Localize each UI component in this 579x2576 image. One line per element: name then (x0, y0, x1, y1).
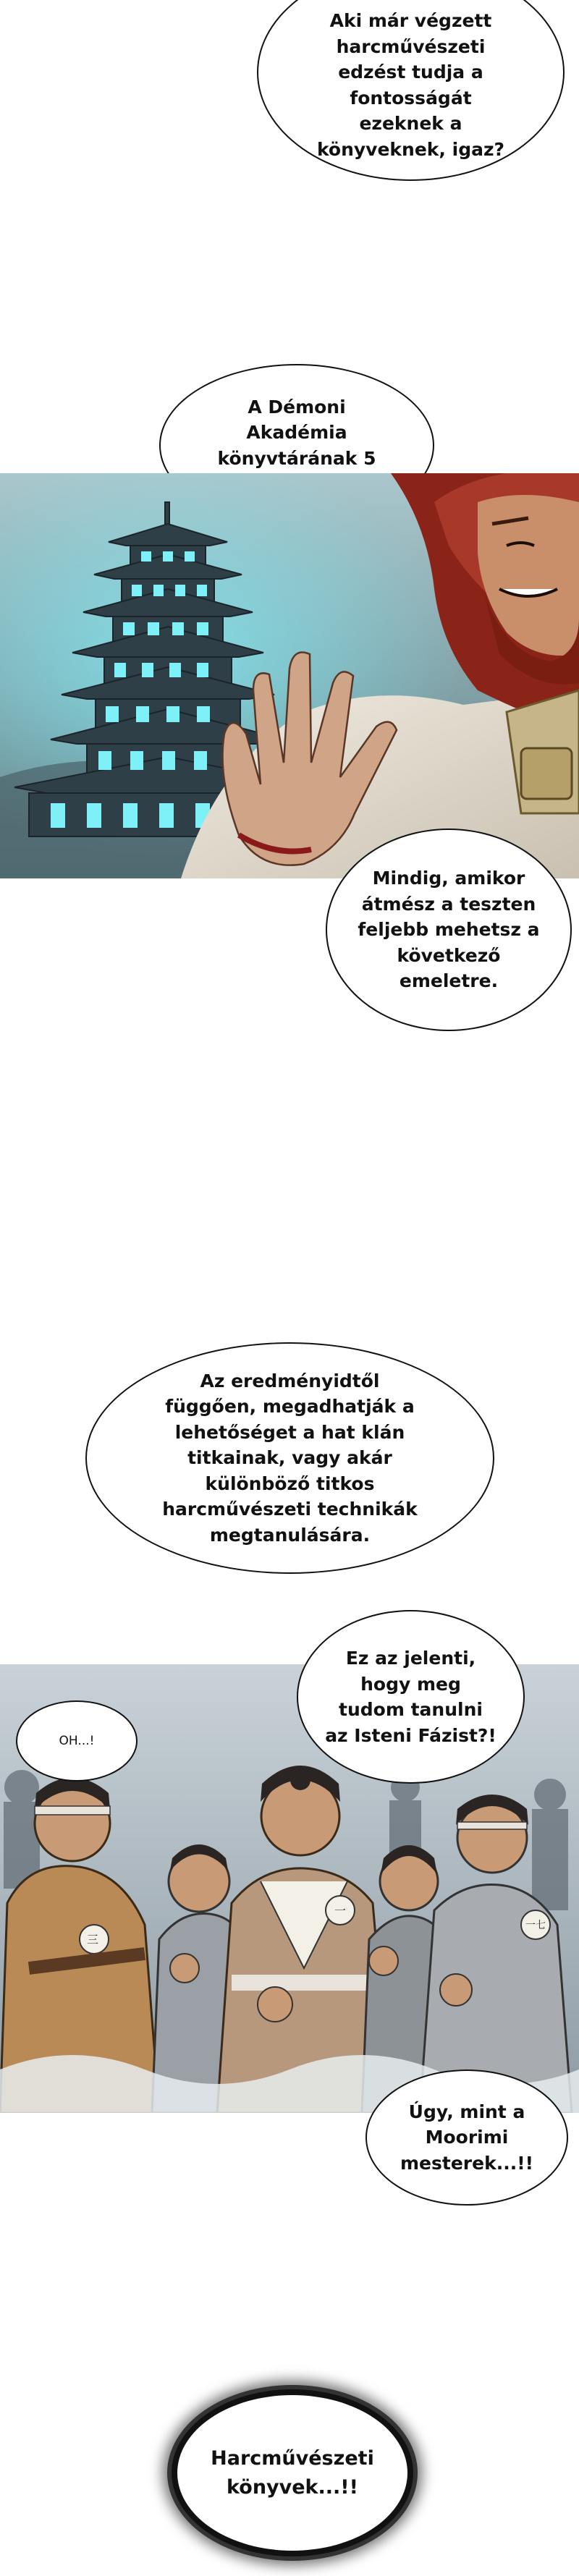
speech-bubble-oh (16, 1700, 138, 1781)
panel-illustration (0, 473, 579, 878)
speech-text: Úgy, mint a Moorimi mesterek...!! (400, 2101, 533, 2174)
speech-bubble-test-floor (326, 829, 572, 1031)
speech-text: Ez az jelenti, hogy meg tudom tanulni az Isteni Fázist?! (325, 1648, 496, 1746)
speech-text: Az eredményidtől függően, megadhatják a lehetőséget a hat klán titkainak, vagy akár különböző titkos harcművészeti technikák megtanulására. (162, 1370, 418, 1546)
speech-bubble-divine-phase (297, 1610, 525, 1784)
badge-right: 一七 (525, 1920, 546, 1931)
speech-text: Aki már végzett harcművészeti edzést tudja a fontosságát ezeknek a könyveknek, igaz? (316, 10, 505, 160)
badge-center: 一 (334, 1904, 347, 1918)
speech-text: Harcművészeti könyvek...!! (211, 2447, 374, 2499)
speech-bubble-clan-secrets (85, 1342, 494, 1574)
speech-text: Mindig, amikor átmész a teszten feljebb mehetsz a következő emeletre. (358, 868, 540, 992)
speech-text: OH...! (59, 1733, 95, 1748)
panel-pagoda-elder (0, 473, 579, 878)
shout-bubble-martial-books (177, 2395, 407, 2551)
speech-bubble-masters (365, 2069, 568, 2206)
speech-bubble-importance (257, 0, 565, 181)
speech-text: A Démoni Akadémia könyvtárának 5 (217, 396, 376, 469)
badge-left: 三 (87, 1933, 99, 1946)
